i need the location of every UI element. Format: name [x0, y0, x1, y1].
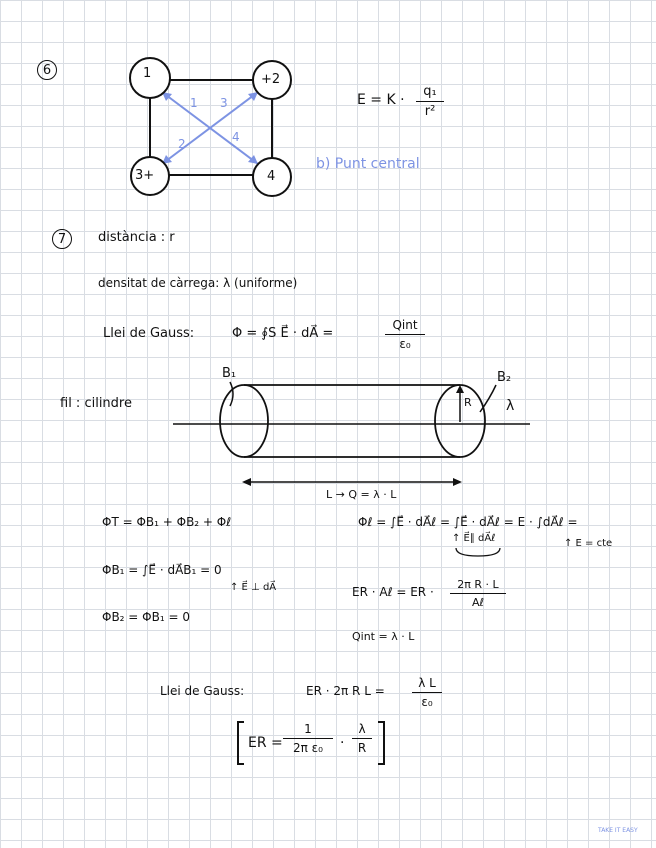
- parallel-note: ↑ E⃗∥ dA⃗ℓ: [452, 533, 496, 544]
- result-fraction-2: λ R: [352, 722, 372, 755]
- gauss-law-2-lhs: ER · 2π R L =: [306, 684, 385, 698]
- diagonal-label-4: 4: [232, 130, 240, 144]
- flux-b2: ΦB₂ = ΦB₁ = 0: [102, 610, 190, 624]
- flux-b1: ΦB₁ = ∫E⃗ · dA⃗B₁ = 0: [102, 563, 222, 577]
- distance-line: distància : r: [98, 230, 175, 245]
- qint-line: Qint = λ · L: [352, 630, 415, 643]
- charge-4-label: 4: [267, 169, 276, 184]
- problem-7-number: 7: [52, 229, 72, 249]
- part-b-label: b) Punt central: [316, 156, 420, 172]
- gauss-law-fraction: Qint ε₀: [385, 318, 425, 351]
- b2-label: B₂: [497, 370, 512, 385]
- diagonal-label-1: 1: [190, 96, 198, 110]
- constant-note: ↑ E = cte: [564, 538, 613, 549]
- diagonal-label-2: 2: [178, 137, 186, 151]
- area-expression-lhs: ER · Aℓ = ER ·: [352, 585, 434, 599]
- cylinder-diagram: [173, 382, 530, 486]
- lambda-label: λ: [506, 398, 515, 414]
- problem-6-number: 6: [37, 60, 57, 80]
- wire-label: fil : cilindre: [60, 396, 132, 411]
- charge-2-label: +2: [261, 72, 281, 87]
- result-fraction-1: 1 2π ε₀: [283, 722, 333, 755]
- result-lhs: ER =: [248, 735, 283, 751]
- total-flux: ΦT = ΦB₁ + ΦB₂ + Φℓ: [102, 515, 232, 529]
- coulomb-formula-fraction: q₁ r²: [416, 84, 444, 119]
- result-dot: ·: [340, 735, 345, 751]
- area-expression-fraction: 2π R · L Aℓ: [450, 578, 506, 609]
- radius-label: R: [464, 396, 472, 409]
- gauss-law-label: Llei de Gauss:: [103, 326, 195, 341]
- coulomb-formula-lhs: E = K ·: [357, 92, 405, 108]
- charge-1-label: 1: [143, 66, 152, 81]
- b1-label: B₁: [222, 366, 237, 381]
- gauss-law-2-fraction: λ L ε₀: [412, 676, 442, 709]
- gauss-law-lhs: Φ = ∮S E⃗ · dA⃗ =: [232, 326, 334, 341]
- density-line: densitat de càrrega: λ (uniforme): [98, 276, 298, 290]
- flux-lateral: Φℓ = ∫E⃗ · dA⃗ℓ = ∫E⃗ · dA⃗ℓ = E · ∫dA⃗ℓ =: [358, 515, 578, 529]
- perpendicular-note: ↑ E⃗ ⊥ dA⃗: [230, 582, 277, 593]
- watermark: TAKE IT EASY: [598, 827, 638, 834]
- gauss-law-2-label: Llei de Gauss:: [160, 684, 245, 698]
- length-charge-label: L → Q = λ · L: [326, 488, 397, 501]
- diagonal-label-3: 3: [220, 96, 228, 110]
- charge-3-label: 3+: [135, 168, 155, 183]
